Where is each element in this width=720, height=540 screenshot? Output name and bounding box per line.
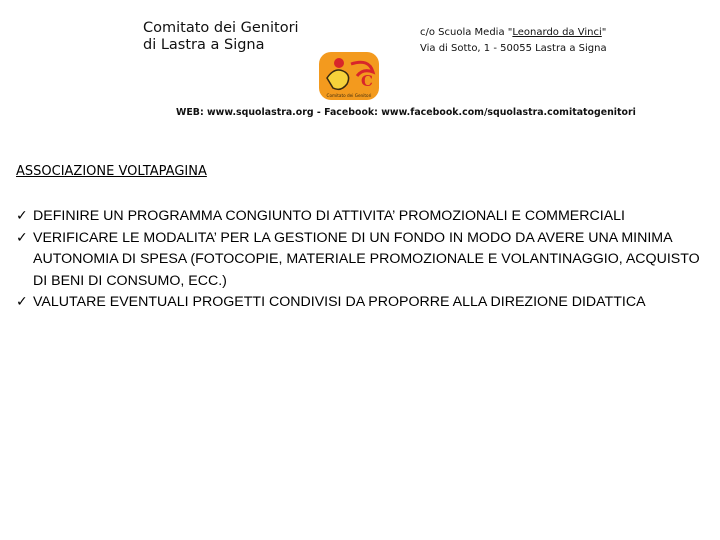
check-icon: ✓: [16, 208, 28, 224]
committee-logo: [317, 50, 381, 102]
logo-caption: Comitato dei Genitori: [326, 93, 372, 98]
school-suffix: ": [601, 27, 607, 38]
list-item: [16, 206, 706, 228]
school-line: [420, 25, 607, 41]
school-name: Leonardo da Vinci: [512, 27, 602, 38]
list-item-text: DEFINIRE UN PROGRAMMA CONGIUNTO DI ATTIVITA’ PROMOZIONALI E COMMERCIALI: [33, 208, 625, 224]
list-item: [16, 228, 706, 293]
checklist: [16, 206, 706, 314]
list-item: [16, 292, 706, 314]
organization-name: [143, 20, 299, 54]
address-line: Via di Sotto, 1 - 50055 Lastra a Signa: [420, 43, 607, 54]
logo-head: [334, 58, 344, 68]
school-address-block: [420, 25, 607, 57]
list-item-text: VALUTARE EVENTUALI PROGETTI CONDIVISI DA PROPORRE ALLA DIREZIONE DIDATTICA: [33, 294, 646, 310]
school-prefix: c/o Scuola Media ": [420, 27, 513, 38]
web-links: WEB: www.squolastra.org - Facebook: www.facebook.com/squolastra.comitatogenitori: [176, 107, 636, 118]
logo-letter: C: [361, 72, 373, 90]
check-icon: ✓: [16, 294, 28, 310]
organization-name-line2: di Lastra a Signa: [143, 37, 265, 53]
check-icon: ✓: [16, 229, 28, 246]
list-item-text: VERIFICARE LE MODALITA’ PER LA GESTIONE DI UN FONDO IN MODO DA AVERE UNA MINIMA AUTONOMIA DI SPESA (FOTOCOPIE, MATERIALE PROMOZIONALE E VOLANTINAGGIO, ACQUISTO DI BENI DI CONSUMO, ECC.): [33, 229, 700, 289]
section-title: ASSOCIAZIONE VOLTAPAGINA: [16, 164, 207, 179]
organization-name-line1: Comitato dei Genitori: [143, 20, 299, 36]
